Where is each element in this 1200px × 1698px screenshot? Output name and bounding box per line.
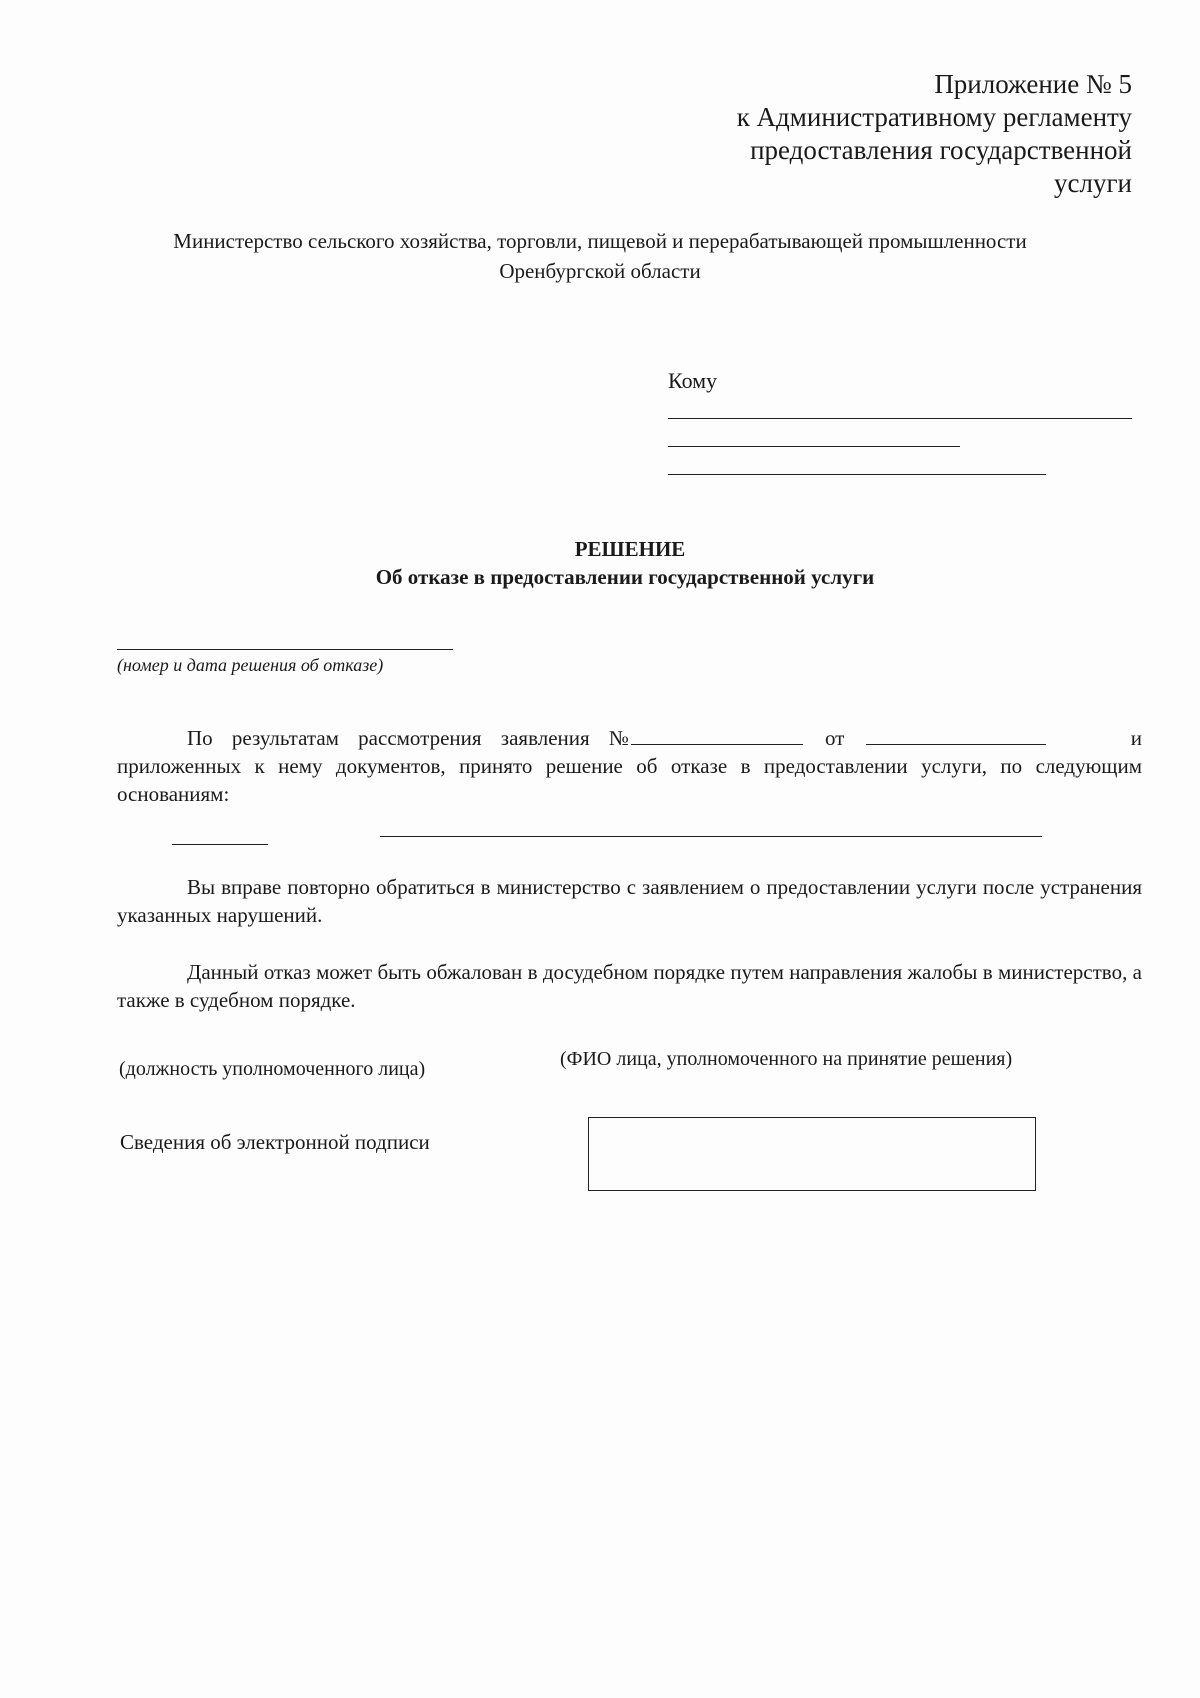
paragraph-reapply: Вы вправе повторно обратиться в министерство с заявлением о предоставлении услуги после устранения указанных нарушений. (117, 875, 1142, 927)
paragraph-review-result (117, 724, 1142, 808)
recipient-line-2 (668, 446, 960, 447)
application-date-from: от (824, 726, 845, 750)
decision-number-date-line (117, 649, 453, 650)
authority-region: Оренбургской области (499, 259, 701, 283)
recipient-label: Кому (668, 368, 718, 393)
document-title: РЕШЕНИЕ (574, 537, 686, 561)
application-number-blank (631, 724, 803, 745)
appendix-reference-2: предоставления государственной (750, 135, 1132, 165)
official-name-caption: (ФИО лица, уполномоченного на принятие решения) (560, 1048, 1013, 1070)
electronic-signature-label: Сведения об электронной подписи (120, 1130, 430, 1154)
paragraph-review-result-lead: По результатам рассмотрения заявления № (187, 726, 629, 750)
paragraph-conjunction: и (1130, 726, 1142, 750)
electronic-signature-box (588, 1117, 1036, 1191)
decision-number-date-caption: (номер и дата решения об отказе) (117, 655, 384, 675)
appendix-number: Приложение № 5 (934, 69, 1132, 99)
issuing-authority (100, 226, 1100, 286)
official-position-caption: (должность уполномоченного лица) (119, 1058, 426, 1080)
paragraph-appeal: Данный отказ может быть обжалован в досудебном порядке путем направления жалобы в министерство, а также в судебном порядке. (117, 960, 1142, 1012)
appendix-header (737, 68, 1132, 200)
paragraph-review-result-text: приложенных к нему документов, принято решение об отказе в предоставлении услуги, по следующим основаниям: (117, 754, 1142, 806)
recipient-line-3 (668, 474, 1046, 475)
document-subtitle: Об отказе в предоставлении государственной услуги (375, 565, 875, 589)
recipient-line-1 (668, 418, 1132, 419)
reasons-line-long (380, 836, 1042, 837)
application-date-blank (866, 724, 1046, 745)
appendix-reference-3: услуги (1054, 168, 1132, 198)
authority-name: Министерство сельского хозяйства, торговли, пищевой и перерабатывающей промышленности (173, 229, 1027, 253)
reasons-line-short (172, 844, 268, 845)
appendix-reference: к Административному регламенту (736, 102, 1132, 132)
